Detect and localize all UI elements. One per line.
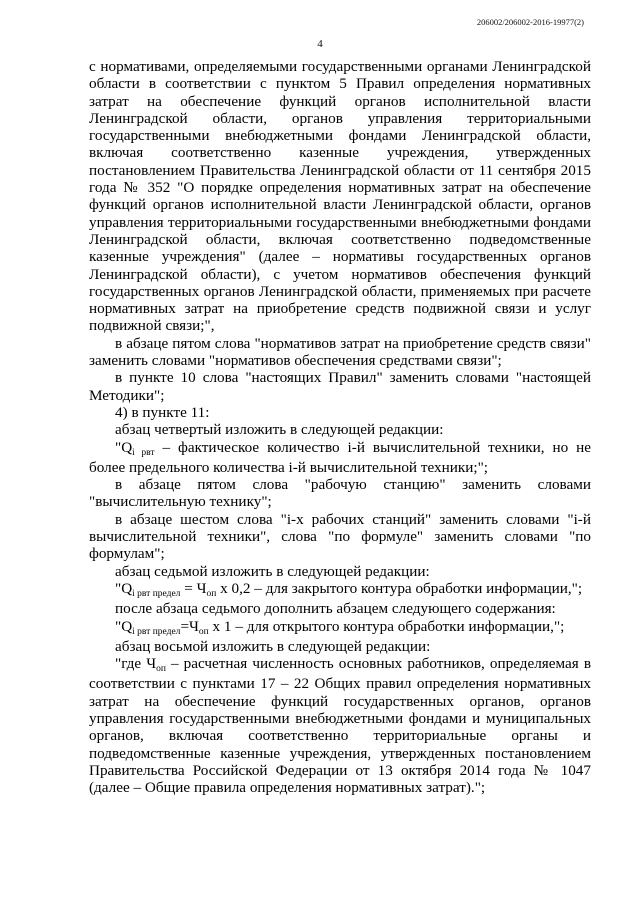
paragraph-2: в абзаце пятом слова "нормативов затрат на приобретение средств связи" заменить словами "нормативов обеспечения средствами связи"; xyxy=(89,334,591,370)
document-body xyxy=(89,58,591,796)
formula-equals: = xyxy=(184,579,193,597)
paragraph-7: в абзаце пятом слова "рабочую станцию" заменить словами "вычислительную технику"; xyxy=(89,476,591,511)
formula-ch-subscript: оп xyxy=(156,664,166,675)
formula-q-symbol: "Q xyxy=(115,617,133,635)
paragraph-6-text: – фактическое количество i-й вычислительной техники, но не более предельного количества i-й вычислительной техники;"; xyxy=(89,438,591,476)
paragraph-14-formula xyxy=(89,655,591,796)
formula-ch-symbol: Ч xyxy=(189,617,199,635)
paragraph-14-text: – расчетная численность основных работников, определяемая в соответствии с пунктами 17 – 22 Общих правил определения нормативных затрат на обеспечение функций государственных органов, органов управления государственными внебюджетными фондами и муниципальных органов, включая соответственно территориальные органы и подведомственные казенные учреждения, утвержденных постановлением Правительства Российской Федерации от 13 октября 2014 года № 1047 (далее – Общие правила определения нормативных затрат)."; xyxy=(89,655,592,797)
formula-equals: = xyxy=(180,617,190,635)
paragraph-10-formula xyxy=(89,580,591,600)
paragraph-10-text: x 0,2 – для закрытого контура обработки информации,"; xyxy=(220,579,583,597)
paragraph-4: 4) в пункте 11: xyxy=(115,403,210,421)
paragraph-1: с нормативами, определяемыми государственными органами Ленинградской области в соответствии с пунктом 5 Правил определения нормативных затрат на обеспечение функций органов исполнительной власти Ленинградской области, органов управления территориальными государственными внебюджетными фондами Ленинградской области, включая соответственно казенные учреждения, утвержденных постановлением Правительства Ленинградской области от 11 сентября 2015 года № 352 "О порядке определения нормативных затрат на обеспечение функций органов исполнительной власти Ленинградской области, органов управления территориальными государственными внебюджетными фондами Ленинградской области, включая соответственно подведомственные казенные учреждения" (далее – нормативы государственных органов Ленинградской области), с учетом нормативов обеспечения функций государственных органов Ленинградской области, применяемых при расчете нормативных затрат на приобретение средств подвижной связи и услуг подвижной связи;", xyxy=(89,58,591,335)
paragraph-12-formula xyxy=(89,618,591,638)
formula-ch-subscript: оп xyxy=(206,588,217,599)
paragraph-13: абзац восьмой изложить в следующей редакции: xyxy=(115,637,431,655)
paragraph-8: в абзаце шестом слова "i-х рабочих станций" заменить словами "i-й вычислительной техники", слова "по формуле" заменить словами "по формулам"; xyxy=(89,510,591,563)
paragraph-6-formula xyxy=(89,439,591,477)
formula-ch-subscript: оп xyxy=(198,626,209,637)
page-number: 4 xyxy=(317,38,323,50)
formula-where-ch: "где Ч xyxy=(115,655,157,673)
formula-q-subscript: i рвт предел xyxy=(132,588,181,599)
paragraph-5: абзац четвертый изложить в следующей редакции: xyxy=(115,421,444,439)
formula-ch-symbol: Ч xyxy=(196,579,207,597)
paragraph-3: в пункте 10 слова "настоящих Правил" заменить словами "настоящей Методики"; xyxy=(89,369,591,404)
formula-q-symbol: "Q xyxy=(115,438,133,456)
formula-q-symbol: "Q xyxy=(115,579,133,597)
formula-q-subscript: i рвт предел xyxy=(132,626,181,637)
formula-q-subscript: i рвт xyxy=(132,447,155,458)
paragraph-9: абзац седьмой изложить в следующей редакции: xyxy=(115,562,430,580)
document-code: 206002/206002-2016-19977(2) xyxy=(476,17,584,27)
paragraph-12-text: x 1 – для открытого контура обработки информации,"; xyxy=(212,617,565,635)
paragraph-11: после абзаца седьмого дополнить абзацем следующего содержания: xyxy=(115,600,556,618)
